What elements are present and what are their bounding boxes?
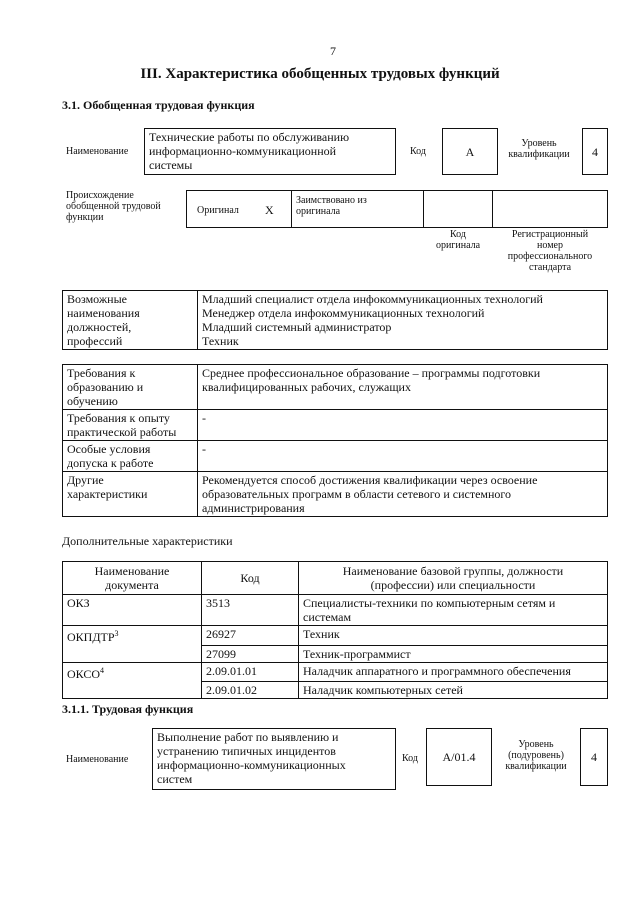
name-line: Наладчик компьютерных сетей <box>303 683 463 697</box>
label-line: практической работы <box>67 425 177 439</box>
header-line: (профессии) или специальности <box>370 578 536 592</box>
doc-cell <box>63 626 202 646</box>
requirements-table <box>62 364 608 517</box>
value-line: образовательных программ в области сетевого и системного <box>202 487 512 501</box>
other-value <box>198 472 608 517</box>
caption-line: номер <box>537 240 563 251</box>
origin-label <box>66 190 161 223</box>
education-label <box>63 365 198 410</box>
reg-number-caption <box>492 229 608 273</box>
header-line: документа <box>105 578 159 592</box>
position-item: Менеджер отдела инфокоммуникационных технологий <box>202 306 485 320</box>
name-cell <box>299 626 608 646</box>
col-code-header: Код <box>202 562 299 595</box>
labor-name-label: Наименование <box>66 754 129 765</box>
original-mark: X <box>265 203 274 217</box>
table-row <box>63 662 608 682</box>
labor-function-heading: 3.1.1. Трудовая функция <box>62 702 194 716</box>
label-line: образованию и <box>67 380 144 394</box>
original-label: Оригинал <box>197 205 239 216</box>
position-item: Техник <box>202 334 239 348</box>
labor-name-line: устранению типичных инцидентов <box>157 744 336 758</box>
labor-name-line: Выполнение работ по выявлению и <box>157 730 339 744</box>
code-box <box>442 128 498 175</box>
name-cell <box>299 645 608 662</box>
origin-label-line: Происхождение <box>66 190 134 201</box>
positions-label-line: Возможные <box>67 292 127 306</box>
experience-value: - <box>198 410 608 441</box>
page-number: 7 <box>330 44 336 58</box>
function-name-line: системы <box>149 158 193 172</box>
positions-label-line: профессий <box>67 334 123 348</box>
col-name-header <box>299 562 608 595</box>
label-line: Требования к опыту <box>67 411 170 425</box>
function-name-line: информационно-коммуникационной <box>149 144 337 158</box>
label-line: характеристики <box>67 487 148 501</box>
name-cell <box>299 682 608 699</box>
caption-line: профессионального <box>507 251 593 262</box>
positions-label-line: наименования <box>67 306 140 320</box>
positions-list <box>198 291 608 350</box>
labor-level-value: 4 <box>591 750 597 764</box>
level-value: 4 <box>592 145 598 159</box>
labor-level-label <box>496 739 576 772</box>
labor-code-label: Код <box>402 753 418 764</box>
original-code-caption <box>423 229 493 251</box>
footnote-mark: 3 <box>114 629 119 638</box>
code-label: Код <box>410 146 426 157</box>
label-line: допуска к работе <box>67 456 154 470</box>
code-cell: 3513 <box>202 595 299 626</box>
position-item: Младший системный администратор <box>202 320 392 334</box>
additional-heading: Дополнительные характеристики <box>62 534 233 548</box>
original-cell <box>186 190 292 228</box>
origin-label-line: функции <box>66 212 104 223</box>
code-cell: 2.09.01.02 <box>202 682 299 699</box>
value-line: Рекомендуется способ достижения квалификации через освоение <box>202 473 538 487</box>
labor-name-line: систем <box>157 772 193 786</box>
name-label: Наименование <box>66 146 129 157</box>
labor-code-value: A/01.4 <box>442 750 476 764</box>
label-line: Особые условия <box>67 442 151 456</box>
name-line: системам <box>303 610 352 624</box>
positions-table <box>62 290 608 350</box>
name-line: Техник <box>303 627 340 641</box>
positions-label-line: должностей, <box>67 320 132 334</box>
level-label-line: Уровень <box>521 138 557 149</box>
borrowed-cell <box>291 190 424 228</box>
level-label-line: квалификации <box>508 149 570 160</box>
caption-line: стандарта <box>528 262 572 273</box>
code-value: А <box>465 145 475 159</box>
table-row <box>63 682 608 699</box>
generalized-function-heading: 3.1. Обобщенная трудовая функция <box>62 98 255 112</box>
caption-line: Регистрационный <box>511 229 589 240</box>
label-line: обучению <box>67 394 118 408</box>
level-label-line: Уровень <box>518 739 554 750</box>
name-line: Наладчик аппаратного и программного обеспечения <box>303 663 571 678</box>
table-row <box>63 626 608 646</box>
function-name-line: Технические работы по обслуживанию <box>149 130 350 144</box>
education-value <box>198 365 608 410</box>
experience-label <box>63 410 198 441</box>
labor-level-box <box>580 728 608 786</box>
other-label <box>63 472 198 517</box>
table-row <box>63 595 608 626</box>
value-line: Среднее профессиональное образование – программы подготовки <box>202 366 541 380</box>
table-row <box>63 645 608 662</box>
code-cell: 2.09.01.01 <box>202 662 299 682</box>
conditions-label <box>63 441 198 472</box>
section-title: III. Характеристика обобщенных трудовых функций <box>140 66 500 82</box>
doc-cell <box>63 662 202 682</box>
name-line: Техник-программист <box>303 646 411 661</box>
doc-name: ОКПДТР <box>67 630 115 644</box>
level-label-line: квалификации <box>505 761 567 772</box>
reg-number-cell <box>492 190 608 228</box>
header-line: Наименование базовой группы, должности <box>342 564 564 578</box>
name-line: Специалисты-техники по компьютерным сетям и <box>303 596 556 610</box>
name-cell <box>299 595 608 626</box>
header-line: Наименование <box>94 564 170 578</box>
labor-name-line: информационно-коммуникационных <box>157 758 346 772</box>
footnote-mark: 4 <box>100 665 105 675</box>
borrowed-line: оригинала <box>296 206 341 217</box>
labor-code-box <box>426 728 492 786</box>
name-cell <box>299 662 608 682</box>
doc-name: ОКЗ <box>67 596 90 610</box>
level-label <box>500 138 578 160</box>
code-cell: 27099 <box>202 645 299 662</box>
level-label-line: (подуровень) <box>508 750 564 761</box>
additional-table <box>62 561 608 699</box>
doc-cell <box>63 595 202 626</box>
doc-cell <box>63 645 202 662</box>
original-code-cell <box>423 190 493 228</box>
origin-label-line: обобщенной трудовой <box>66 201 161 212</box>
col-document-header <box>63 562 202 595</box>
borrowed-line: Заимствовано из <box>296 195 367 206</box>
doc-cell <box>63 682 202 699</box>
doc-name: ОКСО <box>67 666 101 681</box>
caption-line: оригинала <box>435 240 481 251</box>
value-line: администрирования <box>202 501 305 515</box>
level-box <box>582 128 608 175</box>
caption-line: Код <box>450 229 466 240</box>
conditions-value: - <box>198 441 608 472</box>
label-line: Другие <box>67 473 104 487</box>
position-item: Младший специалист отдела инфокоммуникационных технологий <box>202 292 543 306</box>
positions-label <box>63 291 198 350</box>
code-cell: 26927 <box>202 626 299 646</box>
value-line: квалифицированных рабочих, служащих <box>202 380 411 394</box>
function-name-box <box>144 128 396 175</box>
labor-function-name-box <box>152 728 396 790</box>
label-line: Требования к <box>67 366 136 380</box>
